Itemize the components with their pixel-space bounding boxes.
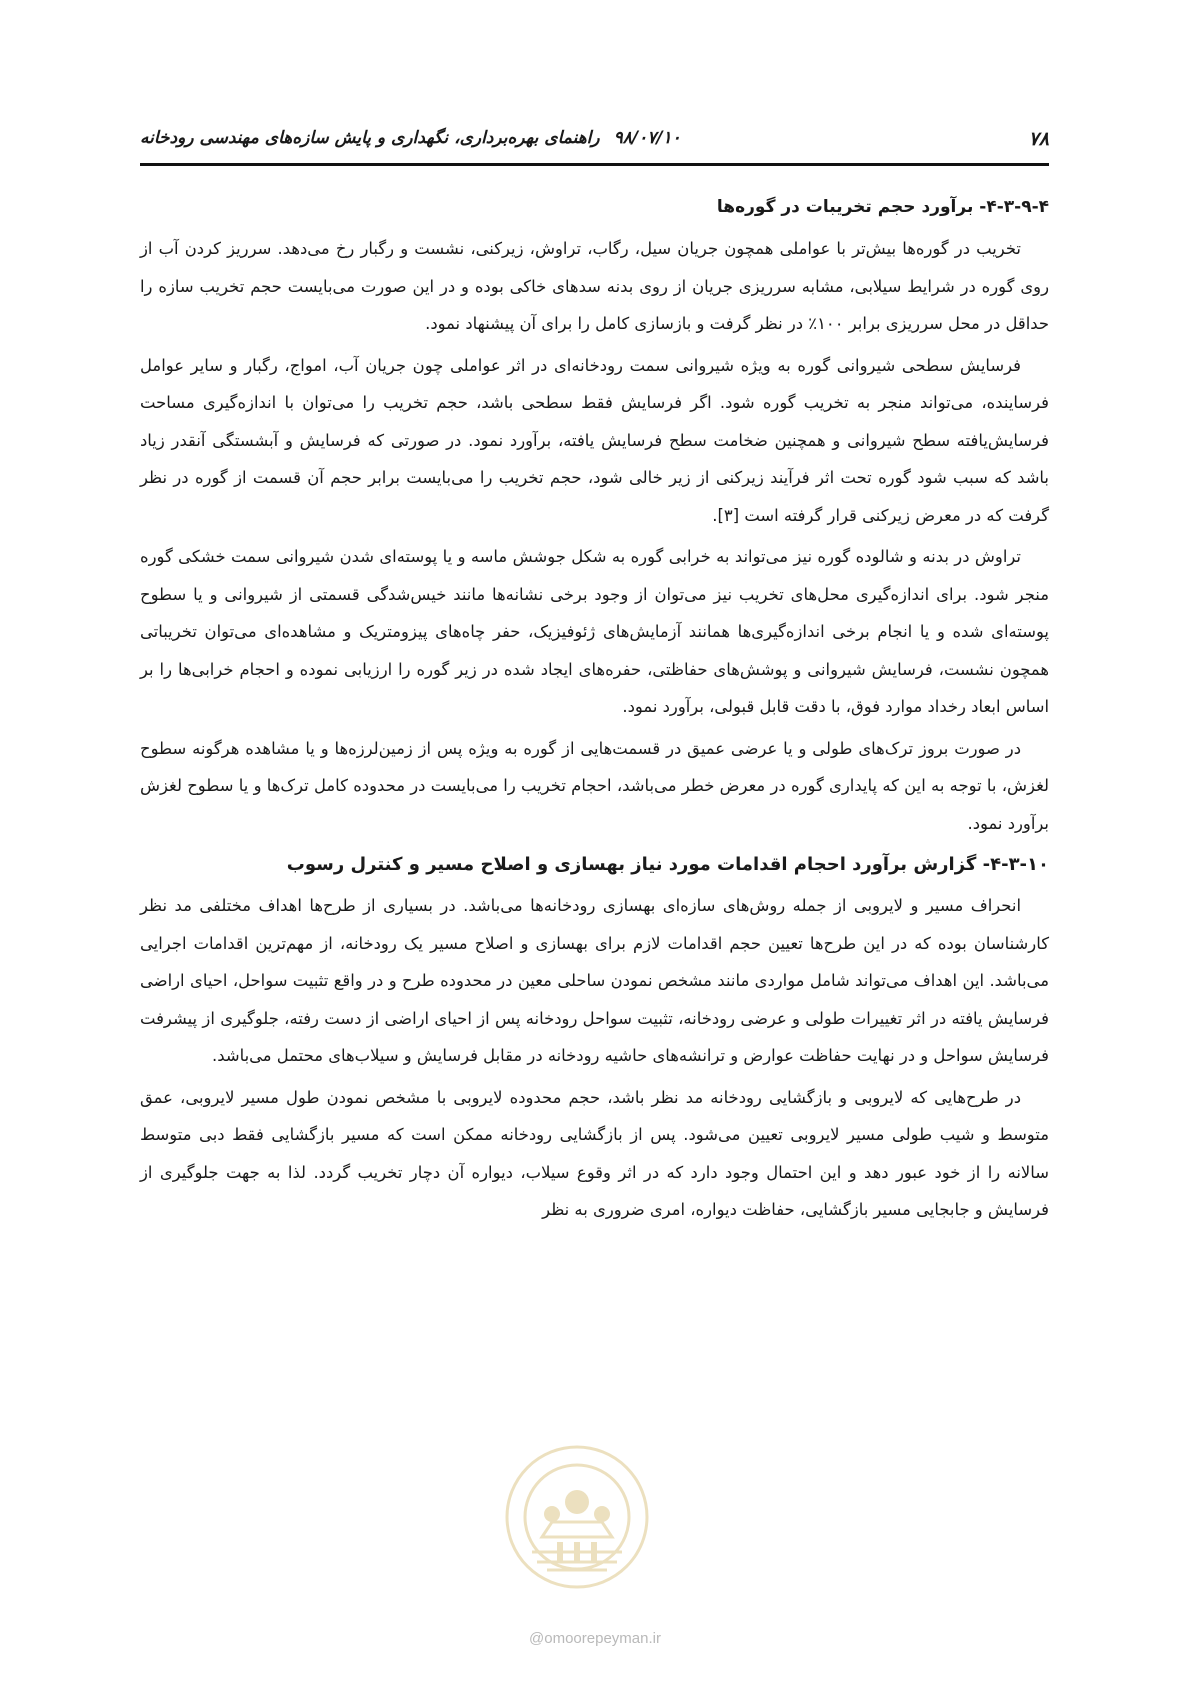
- paragraph: انحراف مسیر و لایروبی از جمله روش‌های سازه‌ای بهسازی رودخانه‌ها می‌باشد. در بسیاری از طرح‌ها اهداف مختلفی مد نظر کارشناسان بوده که در این طرح‌ها تعیین حجم اقدامات لازم برای بهسازی و اصلاح مسیر یک رودخانه، از مهم‌ترین اقدامات اجرایی می‌باشد. این اهداف می‌تواند شامل مواردی مانند مشخص نمودن ساحلی معین در محدوده طرح و در واقع تثبیت سواحل، احیای اراضی فرسایش یافته در اثر تغییرات طولی و عرضی رودخانه، تثبیت سواحل رودخانه پس از احیای اراضی از دست رفته، جلوگیری از پیشرفت فرسایش سواحل و در نهایت حفاظت عوارض و ترانشه‌های حاشیه رودخانه در مقابل فرسایش و سیلاب‌های محتمل می‌باشد.: [140, 896, 1049, 1065]
- footer-website: @omoorepeyman.ir: [529, 1630, 661, 1647]
- section-heading-4-3-9-4: ۴-۳-۹-۴- برآورد حجم تخریبات در گوره‌ها: [716, 197, 1049, 217]
- paragraph: تخریب در گوره‌ها بیش‌تر با عواملی همچون جریان سیل، رگاب، تراوش، زیرکنی، نشست و رگبار رخ می‌دهد. سرریز کردن آب از روی گوره در شرایط سیلابی، مشابه سرریزی جریان از روی بدنه سدهای خاکی بوده و در این صورت می‌بایست حجم تخریب سازه را حداقل در محل سرریزی برابر ۱۰۰٪ در نظر گرفت و بازسازی کامل را برای آن پیشنهاد نمود.: [140, 239, 1049, 333]
- header-date: ۹۸/۰۷/۱۰: [613, 128, 681, 148]
- section-heading-4-3-10: ۴-۳-۱۰- گزارش برآورد احجام اقدامات مورد نیاز بهسازی و اصلاح مسیر و کنترل رسوب: [286, 854, 1049, 875]
- watermark-seal-icon: [502, 1442, 652, 1592]
- header-title: راهنمای بهره‌برداری، نگهداری و پایش سازه‌های مهندسی رودخانه: [140, 128, 600, 148]
- paragraph: تراوش در بدنه و شالوده گوره نیز می‌تواند به خرابی گوره به شکل جوشش ماسه و یا پوسته‌ای شدن شیروانی سمت خشکی گوره منجر شود. برای اندازه‌گیری محل‌های تخریب نیز می‌توان از وجود برخی نشانه‌ها مانند خیس‌شدگی قسمتی از شیروانی و یا سطوح پوسته‌ای شده و یا انجام برخی اندازه‌گیری‌ها همانند آزمایش‌های ژئوفیزیک، حفر چاه‌های پیزومتریک و مشاهده‌ای می‌توان تخریباتی همچون نشست، فرسایش شیروانی و پوشش‌های حفاظتی، حفره‌های ایجاد شده در زیر گوره را ارزیابی نموده و احجام خرابی‌ها را بر اساس ابعاد رخداد موارد فوق، با دقت قابل قبولی، برآورد نمود.: [140, 547, 1049, 716]
- running-title: [140, 128, 681, 148]
- paragraph: در طرح‌هایی که لایروبی و بازگشایی رودخانه مد نظر باشد، حجم محدوده لایروبی با مشخص نمودن طول مسیر لایروبی، عمق متوسط و شیب طولی مسیر لایروبی تعیین می‌شود. پس از بازگشایی رودخانه ممکن است که مسیر بازگشایی فقط دبی متوسط سالانه را از خود عبور دهد و این احتمال وجود دارد که در اثر وقوع سیلاب، دیواره آن دچار تخریب گردد. لذا به جهت جلوگیری از فرسایش و جابجایی مسیر بازگشایی، حفاظت دیواره، امری ضروری به نظر: [140, 1087, 1049, 1219]
- paragraph: فرسایش سطحی شیروانی گوره به ویژه شیروانی سمت رودخانه‌ای در اثر عواملی چون جریان آب، امواج، رگبار و سایر عوامل فرساینده، می‌تواند منجر به تخریب گوره شود. اگر فرسایش فقط سطحی باشد، حجم تخریب را می‌توان با اندازه‌گیری مساحت فرسایش‌یافته سطح شیروانی و همچنین ضخامت سطح فرسایش یافته، برآورد نمود. در صورتی که فرسایش و آبشستگی آنقدر زیاد باشد که سبب شود گوره تحت اثر فرآیند زیرکنی از زیر خالی شود، حجم تخریب را می‌بایست برابر حجم آن قسمت از گوره در نظر گرفت که در معرض زیرکنی قرار گرفته است [۳].: [140, 355, 1049, 525]
- page-content: [140, 190, 1049, 1233]
- header-rule: [140, 163, 1049, 166]
- paragraph: در صورت بروز ترک‌های طولی و یا عرضی عمیق در قسمت‌هایی از گوره به ویژه پس از زمین‌لرزه‌ها و یا مشاهده هرگونه سطوح لغزش، با توجه به این که پایداری گوره در معرض خطر می‌باشد، احجام تخریب را می‌بایست در محدوده کامل ترک‌ها و یا سطوح لغزش برآورد نمود.: [140, 738, 1049, 833]
- page-number: ۷۸: [1028, 128, 1049, 150]
- page-header: [140, 126, 1049, 156]
